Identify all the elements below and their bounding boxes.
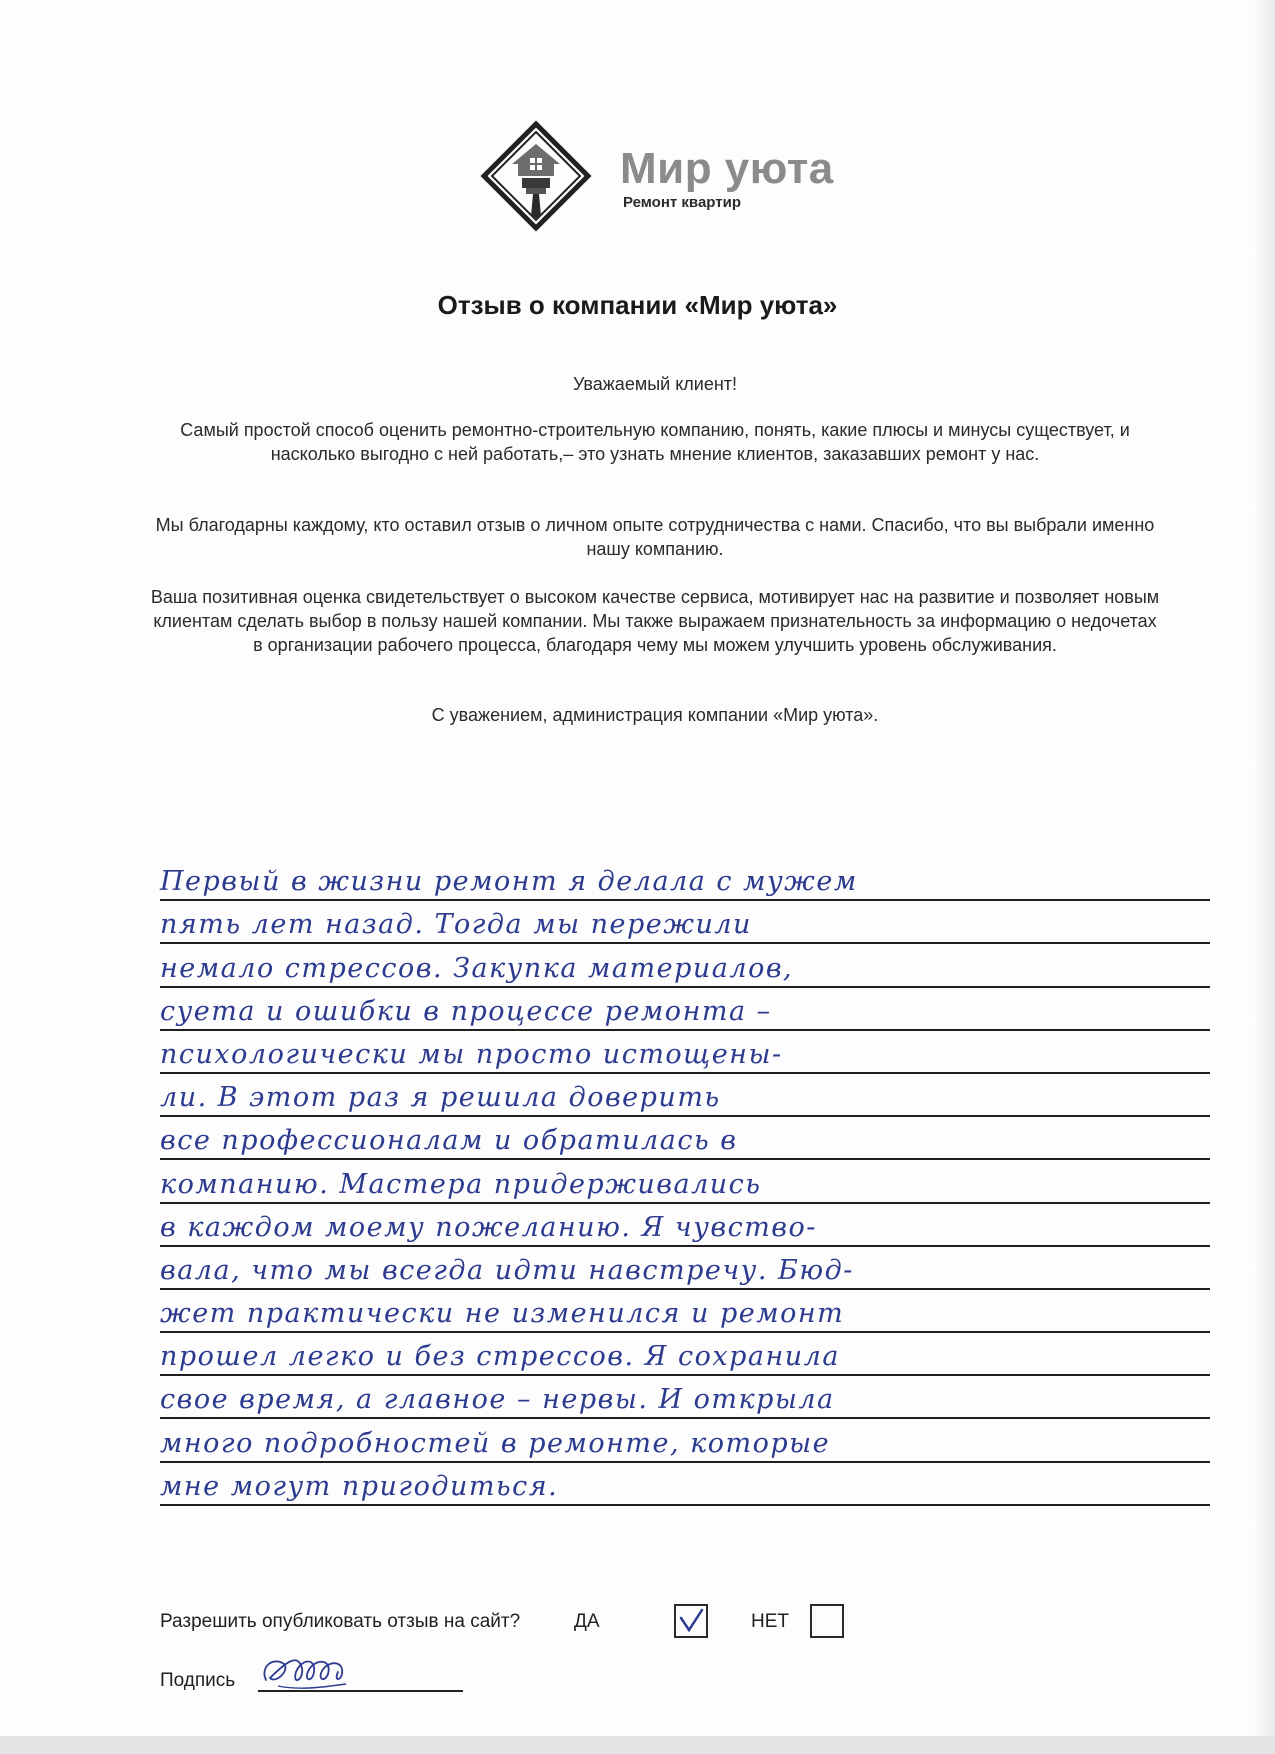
intro-paragraph-1: Самый простой способ оценить ремонтно-строительную компанию, понять, какие плюсы и минусы существует, и насколько выгодно с ней работать,– это узнать мнение клиентов, заказавших ремонт у нас. (180, 420, 1130, 464)
house-paintbrush-icon (480, 120, 592, 232)
greeting-text: Уважаемый клиент! (572, 374, 738, 394)
review-line (160, 1335, 1210, 1378)
handwritten-review (160, 860, 1210, 1508)
consent-no-checkbox[interactable] (810, 1604, 844, 1638)
closing-text: С уважением, администрация компании «Мир уюта». (431, 705, 879, 725)
review-line-text: Первый в жизни ремонт я делала с мужем (160, 866, 858, 898)
review-line (160, 1076, 1210, 1119)
brand-name: Мир уюта (620, 144, 834, 193)
company-logo (480, 120, 840, 232)
review-line-text: все профессионалам и обратилась в (160, 1125, 738, 1157)
review-line-text: немало стрессов. Закупка материалов, (160, 952, 794, 984)
review-line (160, 990, 1210, 1033)
scan-edge (0, 1736, 1275, 1754)
review-line (160, 1292, 1210, 1335)
review-line (160, 860, 1210, 903)
review-line (160, 1465, 1210, 1508)
review-line (160, 1033, 1210, 1076)
review-line (160, 1421, 1210, 1464)
scan-edge (1253, 0, 1275, 1754)
publish-consent-question: Разрешить опубликовать отзыв на сайт? (160, 1611, 521, 1632)
review-line (160, 1119, 1210, 1162)
review-line-text: компанию. Мастера придерживались (160, 1168, 762, 1200)
brand-tagline: Ремонт квартир (623, 194, 741, 211)
review-line (160, 1206, 1210, 1249)
review-line-text: в каждом моему пожеланию. Я чувство- (160, 1211, 817, 1243)
handwritten-signature (258, 1650, 368, 1694)
review-line-text: свое время, а главное – нервы. И открыла (160, 1384, 835, 1416)
review-line-text: ли. В этот раз я решила доверить (160, 1082, 721, 1114)
review-line (160, 903, 1210, 946)
review-line-text: мне могут пригодиться. (160, 1470, 559, 1502)
review-line-text: вала, что мы всегда идти навстречу. Бюд- (160, 1254, 854, 1286)
review-line (160, 1249, 1210, 1292)
page-title: Отзыв о компании «Мир уюта» (437, 290, 838, 320)
signature-label: Подпись (160, 1670, 236, 1691)
consent-yes-checkbox[interactable] (674, 1604, 708, 1638)
consent-yes-label: ДА (574, 1611, 600, 1632)
intro-paragraph-3: Ваша позитивная оценка свидетельствует о высоком качестве сервиса, мотивирует нас на развитие и позволяет новым клиентам сделать выбор в пользу нашей компании. Мы также выражаем признательность за информацию о недочетах в организации рабочего процесса, благодаря чему мы можем улучшить уровень обслуживания. (150, 587, 1160, 655)
review-line-text: прошел легко и без стрессов. Я сохранила (160, 1341, 840, 1373)
consent-no-label: НЕТ (751, 1611, 789, 1632)
review-line (160, 1162, 1210, 1205)
checkmark-icon (678, 1608, 704, 1634)
review-line-text: жет практически не изменился и ремонт (160, 1298, 845, 1330)
review-line-text: психологически мы просто истощены- (160, 1038, 783, 1070)
review-line-text: суета и ошибки в процессе ремонта – (160, 995, 772, 1027)
review-line (160, 1378, 1210, 1421)
intro-paragraph-2: Мы благодарны каждому, кто оставил отзыв о личном опыте сотрудничества с нами. Спасибо, что вы выбрали именно нашу компанию. (155, 515, 1155, 559)
review-line-text: пять лет назад. Тогда мы пережили (160, 909, 752, 941)
review-line-text: много подробностей в ремонте, которые (160, 1427, 831, 1459)
review-line (160, 946, 1210, 989)
